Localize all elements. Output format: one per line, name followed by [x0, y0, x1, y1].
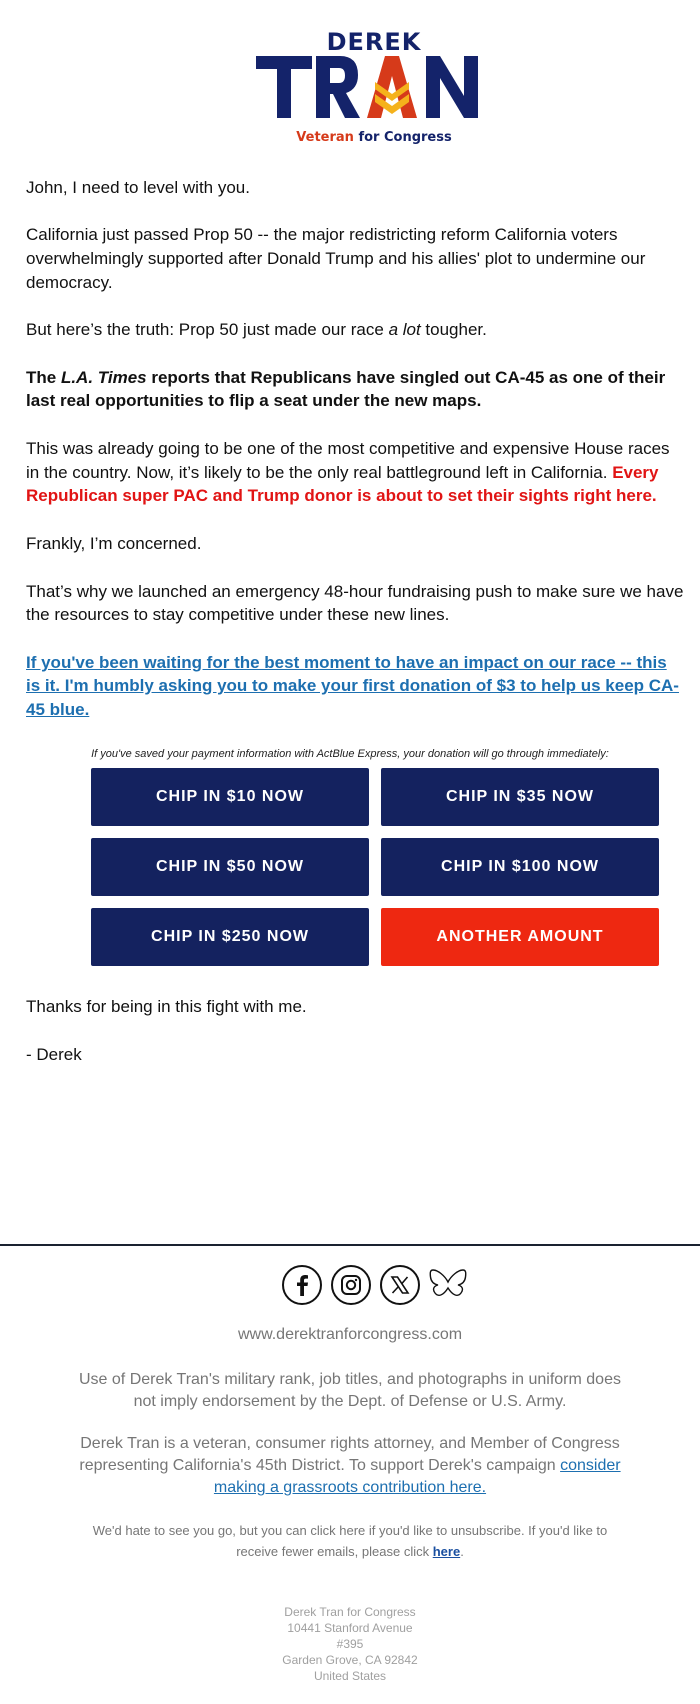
facebook-icon[interactable]: [282, 1265, 322, 1305]
emergency-line-1: That’s why we launched an emergency 48-hour fundraising push to make sure we have: [26, 582, 684, 601]
donate-link-line-1[interactable]: If you've been waiting for the best moment to have an impact on our race -- this: [26, 653, 667, 672]
unsubscribe-paragraph: We'd hate to see you go, but you can click here if you'd like to unsubscribe. If you'd like to receive fewer emails, please click here.: [92, 1523, 608, 1559]
greeting-paragraph: John, I need to level with you.: [26, 178, 250, 197]
prop50-line-2: overwhelmingly supported after Donald Trump and his allies' plot to undermine our: [26, 249, 646, 268]
chip-in-250-button[interactable]: CHIP IN $250 NOW: [91, 908, 369, 966]
competitive-line-2: in the country. Now, it’s likely to be the only real battleground left in California. Every: [26, 463, 659, 482]
logo-first-name: DEREK: [326, 28, 422, 56]
prop50-line-3: democracy.: [26, 273, 113, 292]
footer-divider: [0, 1244, 700, 1246]
another-amount-button[interactable]: ANOTHER AMOUNT: [381, 908, 659, 966]
website-link[interactable]: www.derektranforcongress.com: [237, 1326, 463, 1343]
mailing-address: Derek Tran for Congress 10441 Stanford Avenue #395 Garden Grove, CA 92842 United States: [282, 1605, 418, 1683]
campaign-logo: [256, 28, 492, 152]
competitive-line-1: This was already going to be one of the most competitive and expensive House races: [26, 439, 670, 458]
bio-paragraph: Derek Tran is a veteran, consumer rights attorney, and Member of Congress representing California's 45th District. To support Derek's campaign consider making a grassroots contribution here.: [79, 1435, 621, 1496]
fewer-emails-link[interactable]: here: [432, 1544, 461, 1559]
latimes-line-1: The L.A. Times reports that Republicans have singled out CA-45 as one of their: [26, 368, 666, 387]
thanks-paragraph: Thanks for being in this fight with me.: [26, 997, 307, 1016]
actblue-express-note: If you've saved your payment information with ActBlue Express, your donation will go through immediately:: [91, 748, 609, 760]
latimes-line-2: last real opportunities to flip a seat under the new maps.: [26, 391, 482, 410]
prop50-line-1: California just passed Prop 50 -- the major redistricting reform California voters: [26, 225, 618, 244]
signoff: - Derek: [26, 1045, 82, 1064]
contribution-link-cont[interactable]: making a grassroots contribution here.: [213, 1479, 487, 1496]
bluesky-icon[interactable]: [428, 1265, 468, 1305]
concerned-paragraph: Frankly, I’m concerned.: [26, 534, 202, 553]
emergency-line-2: the resources to stay competitive under these new lines.: [26, 605, 450, 624]
uniform-disclaimer: Use of Derek Tran's military rank, job titles, and photographs in uniform does not imply endorsement by the Dept. of Defense or U.S. Army.: [79, 1371, 621, 1410]
logo-last-name: [256, 56, 492, 118]
truth-paragraph: But here’s the truth: Prop 50 just made our race a lot tougher.: [26, 320, 487, 339]
chip-in-50-button[interactable]: CHIP IN $50 NOW: [91, 838, 369, 896]
donate-link-line-2[interactable]: is it. I'm humbly asking you to make your first donation of $3 to help us keep CA-: [26, 676, 679, 695]
competitive-line-3: Republican super PAC and Trump donor is about to set their sights right here.: [26, 486, 657, 505]
instagram-icon[interactable]: [331, 1265, 371, 1305]
chip-in-100-button[interactable]: CHIP IN $100 NOW: [381, 838, 659, 896]
x-twitter-icon[interactable]: [380, 1265, 420, 1305]
chip-in-35-button[interactable]: CHIP IN $35 NOW: [381, 768, 659, 826]
contribution-link[interactable]: consider: [560, 1457, 621, 1474]
chip-in-10-button[interactable]: CHIP IN $10 NOW: [91, 768, 369, 826]
logo-tagline: Veteran for Congress: [296, 130, 452, 145]
donate-link-line-3[interactable]: 45 blue.: [26, 700, 90, 719]
